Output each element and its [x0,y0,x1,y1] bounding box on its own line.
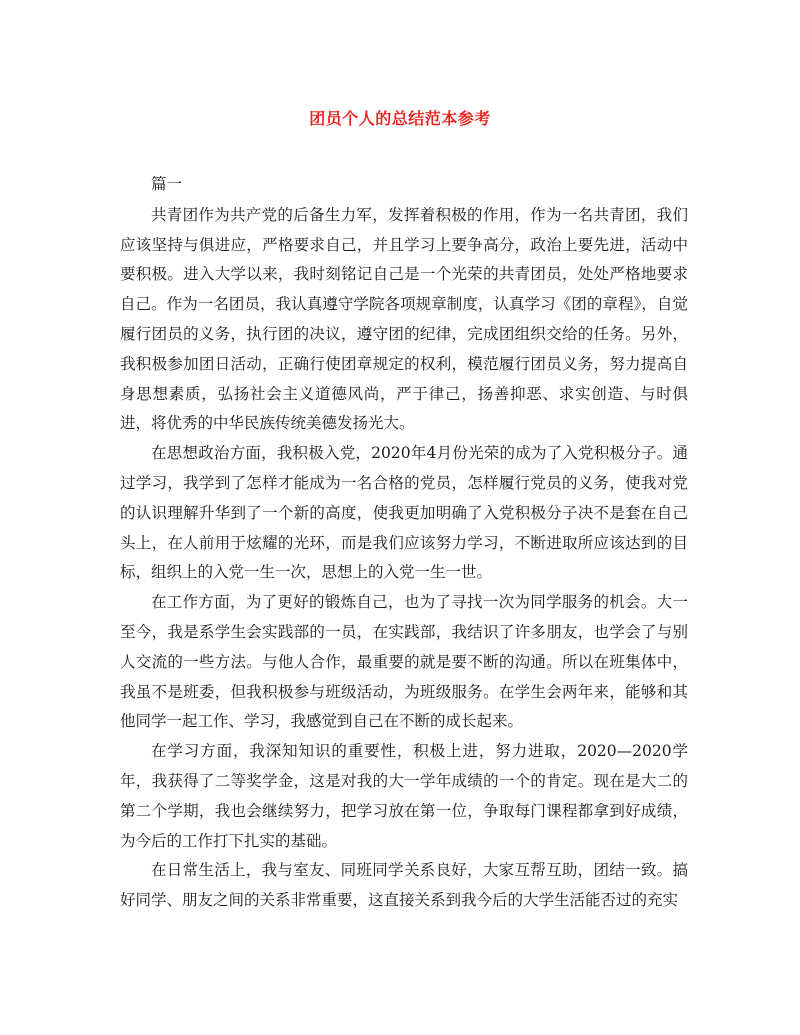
document-body [120,170,688,916]
document-title: 团员个人的总结范本参考 [309,109,491,128]
paragraph: 共青团作为共产党的后备生力军，发挥着积极的作用，作为一名共青团，我们应该坚持与俱进应，严格要求自己，并且学习上要争高分，政治上要先进，活动中要积极。进入大学以来，我时刻铭记自己是一个光荣的共青团员，处处严格地要求自己。作为一名团员，我认真遵守学院各项规章制度，认真学习《团的章程》，自觉履行团员的义务，执行团的决议，遵守团的纪律，完成团组织交给的任务。另外，我积极参加团日活动，正确行使团章规定的权利，模范履行团员义务，努力提高自身思想素质，弘扬社会主义道德风尚，严于律己，扬善抑恶、求实创造、与时俱进，将优秀的中华民族传统美德发扬光大。 [120,205,688,433]
paragraph: 在工作方面，为了更好的锻炼自己，也为了寻找一次为同学服务的机会。大一至今，我是系学生会实践部的一员，在实践部，我结识了许多朋友，也学会了与别人交流的一些方法。与他人合作，最重要的就是要不断的沟通。所以在班集体中，我虽不是班委，但我积极参与班级活动，为班级服务。在学生会两年来，能够和其他同学一起工作、学习，我感觉到自己在不断的成长起来。 [120,593,688,731]
paragraph: 在日常生活上，我与室友、同班同学关系良好，大家互帮互助，团结一致。搞好同学、朋友之间的关系非常重要，这直接关系到我今后的大学生活能否过的充实 [120,861,688,910]
paragraph: 在学习方面，我深知知识的重要性，积极上进，努力进取，2020—2020学年，我获得了二等奖学金，这是对我的大一学年成绩的一个的肯定。现在是大二的第二个学期，我也会继续努力，把学习放在第一位，争取每门课程都拿到好成绩，为今后的工作打下扎实的基础。 [120,742,688,850]
section-label: 篇一 [151,175,183,193]
paragraph: 在思想政治方面，我积极入党，2020年4月份光荣的成为了入党积极分子。通过学习，我学到了怎样才能成为一名合格的党员，怎样履行党员的义务，使我对党的认识理解升华到了一个新的高度，使我更加明确了入党积极分子决不是套在自己头上，在人前用于炫耀的光环，而是我们应该努力学习，不断进取所应该达到的目标，组织上的入党一生一次，思想上的入党一生一世。 [120,444,688,582]
